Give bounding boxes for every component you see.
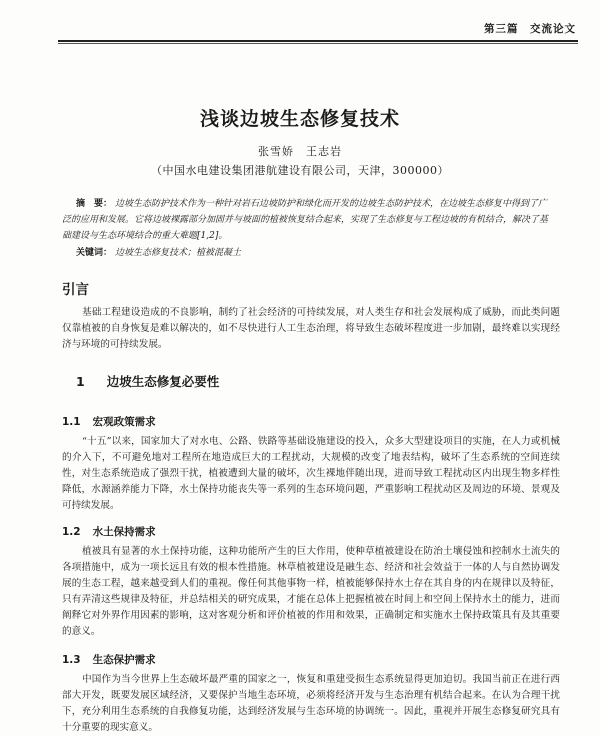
header-rule-thin: [58, 43, 578, 44]
section-1-3-title: 生态保护需求: [92, 654, 156, 666]
section-1-heading: [76, 372, 219, 390]
abstract-label: 摘 要：: [76, 199, 113, 209]
section-1-2-heading: [62, 524, 156, 539]
section-1-2-title: 水土保持需求: [92, 526, 156, 538]
intro-paragraph: 基础工程建设造成的不良影响，制约了社会经济的可持续发展，对人类生存和社会发展构成了威胁，而此类问题仅靠植被的自身恢复是难以解决的，如不尽快进行人工生态治理，将导致生态破坏程度进一步加剧，最终难以实现经济与环境的可持续发展。: [62, 307, 560, 350]
running-header: 第三篇 交流论文: [484, 23, 576, 35]
section-1-1-paragraph: “十五”以来，国家加大了对水电、公路、铁路等基础设施建设的投入，众多大型建设项目的实施，在人力或机械的介入下，不可避免地对工程所在地造成巨大的工程扰动，大规模的改变了地表结构，破坏了生态系统的空间连续性，对生态系统造成了强烈干扰，植被遭到大量的破坏，次生裸地伴随出现，进而导致工程扰动区内出现生物多样性降低，水源涵养能力下降，水土保持功能丧失等一系列的生态环境问题，严重影响工程扰动区及周边的环境、景观及可持续发展。: [62, 436, 560, 511]
header-rule: [58, 40, 578, 42]
section-1-3-paragraph: 中国作为当今世界上生态破坏最严重的国家之一，恢复和重建受损生态系统显得更加迫切。我国当前正在进行西部大开发，既要发展区域经济，又要保护当地生态环境，必须将经济开发与生态治理有机结合起来。在认为合理干扰下，充分利用生态系统的自我修复功能，达到经济发展与生态环境的协调统一。因此，重视并开展生态修复研究具有十分重要的现实意义。: [62, 674, 560, 733]
abstract-text: 边坡生态防护技术作为一种针对岩石边坡防护和绿化而开发的边坡生态防护技术，在边坡生态修复中得到了广泛的应用和发展。它将边坡裸露部分加固并与坡面的植被恢复结合起来，实现了生态修复与工程边坡的有机结合，解决了基础建设与生态环境结合的重大难题[1,2]。: [62, 199, 549, 241]
authors: 张雪娇 王志岩: [258, 145, 342, 158]
section-1-2-number: 1.2: [62, 526, 81, 538]
keywords: [76, 245, 552, 258]
intro-heading: 引言: [62, 282, 89, 298]
section-1-1-number: 1.1: [62, 416, 81, 428]
section-1-2-paragraph: 植被具有显著的水土保持功能，这种功能所产生的巨大作用，使种草植被建设在防治土壤侵蚀和控制水土流失的各项措施中，成为一项长远且有效的根本性措施。林草植被建设是融生态、经济和社会效益于一体的人与自然协调发展的生态工程，越来越受到人们的重视。像任何其他事物一样，植被能够保持水土存在其自身的内在规律以及特征，只有弄清这些规律及特征，并总结相关的研究成果，才能在总体上把握植被在时间上和空间上保持水土的能力，进而阐释它对外界作用因素的影响，这对客观分析和评价植被的作用和效果，正确制定和实施水土保持政策具有及其重要的意义。: [62, 546, 560, 637]
section-1-number: 1: [76, 374, 85, 389]
paper-title: 浅谈边坡生态修复技术: [199, 108, 400, 130]
abstract: [62, 196, 552, 244]
section-1-3-number: 1.3: [62, 654, 81, 666]
section-1-3-heading: [62, 652, 156, 667]
affiliation: （中国水电建设集团港航建设有限公司，天津，300000）: [151, 164, 449, 177]
section-1-1-title: 宏观政策需求: [92, 416, 156, 428]
section-1-title: 边坡生态修复必要性: [106, 374, 220, 389]
keywords-text: 边坡生态修复技术；植被混凝土: [115, 248, 242, 258]
section-1-1-heading: [62, 414, 156, 429]
keywords-label: 关键词：: [76, 248, 113, 258]
